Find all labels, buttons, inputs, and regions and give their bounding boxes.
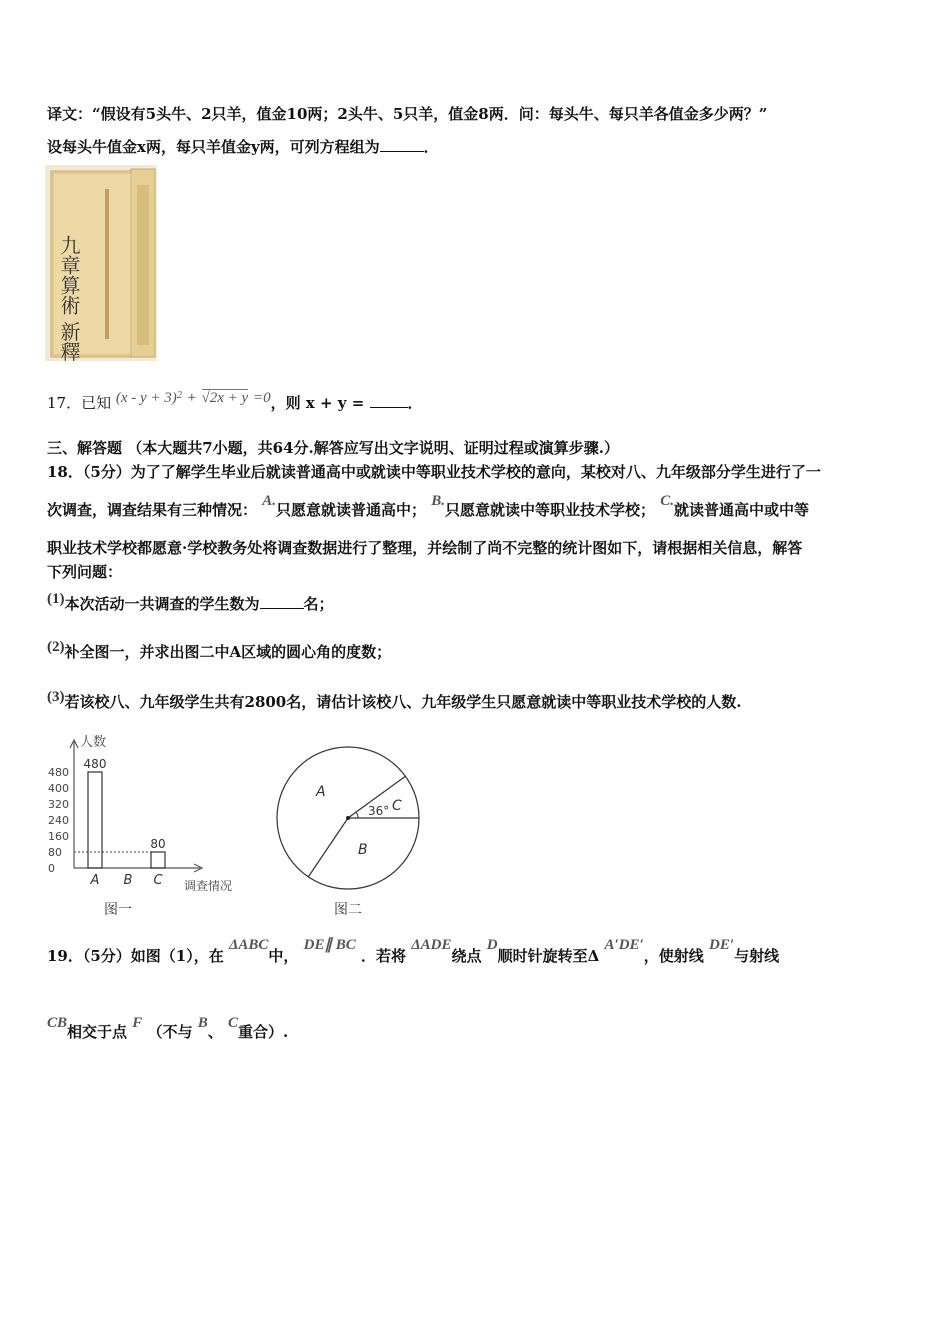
- q19-tri3: A′DE′: [604, 937, 644, 953]
- book-image: [45, 165, 157, 361]
- bar: [88, 772, 102, 868]
- q19-b: B: [197, 1015, 208, 1031]
- q18-opt-a: A.: [262, 493, 277, 509]
- category-label: C: [153, 873, 163, 888]
- setup-text-pre: 设每头牛值金x两，每只羊值金y两，可列方程组为: [47, 138, 380, 156]
- q18-line2-d: 就读普通高中或中等: [674, 501, 810, 519]
- q19-tri2: ΔADE: [411, 937, 452, 953]
- q18-p1-text: 本次活动一共调查的学生数为: [64, 595, 260, 613]
- y-tick-label: 240: [48, 814, 69, 827]
- q18-part3: [47, 689, 742, 713]
- q19-mid: 中，: [268, 947, 299, 965]
- q18-line1: 18．（5分）为了了解学生毕业后就读普通高中或就读中等职业技术学校的意向，某校对八、九年级部分学生进行了一: [47, 463, 821, 481]
- q18-p2-num: (2): [47, 639, 65, 655]
- y-tick-label: 160: [48, 830, 69, 843]
- q18-line2-c: 只愿意就读中等职业技术学校；: [445, 501, 656, 519]
- q19-line1: [47, 937, 780, 967]
- pie-center: [346, 816, 350, 820]
- q18-p3-num: (3): [47, 689, 65, 705]
- q19-cb: CB: [47, 1015, 68, 1031]
- translation-text: 译文：“假设有5头牛、2只羊，值金10两；2头牛、5只羊，值金8两．问：每头牛、每只羊各值金多少两？”: [47, 105, 768, 123]
- q19-t5: 与射线: [734, 947, 780, 965]
- question-17: [47, 390, 423, 414]
- chart-title: 图一: [104, 902, 132, 918]
- y-tick-label: 320: [48, 798, 69, 811]
- q18-p3-text: 若该校八、九年级学生共有2800名，请估计该校八、九年级学生只愿意就读中等职业技术学校的人数.: [64, 693, 742, 711]
- q19-l2-t4: 重合）.: [238, 1023, 289, 1041]
- q17-plus: +: [186, 390, 197, 406]
- y-tick-label: 480: [48, 766, 69, 779]
- q18-opt-c: C.: [660, 493, 675, 509]
- q18-opt-b: B.: [431, 493, 446, 509]
- q19-ray: DE′: [709, 937, 735, 953]
- q18-part1: [47, 591, 334, 615]
- q19-t4: ，使射线: [643, 947, 704, 965]
- q17-end: ．: [407, 394, 423, 412]
- q17-blank: [370, 393, 408, 408]
- q18-line2-b: 只愿意就读普通高中；: [276, 501, 427, 519]
- section-3-heading: 三、解答题 （本大题共7小题，共64分.解答应写出文字说明、证明过程或演算步骤.）: [47, 439, 619, 457]
- sector-label-b: B: [358, 842, 368, 858]
- q18-p1-num: (1): [47, 591, 65, 607]
- setup-text-post: ．: [423, 138, 439, 156]
- q19-l2-t3: 、: [207, 1023, 223, 1041]
- q17-exp: 2: [176, 390, 182, 401]
- q19-f: F: [132, 1015, 143, 1031]
- y-tick-label: 0: [48, 862, 55, 875]
- q19-num: 19．（5分）如图（1），在: [47, 947, 224, 965]
- data-label: 80: [150, 837, 166, 851]
- pie-chart: [268, 738, 428, 918]
- y-axis-label: 人数: [80, 735, 107, 750]
- angle-label: 36°: [368, 804, 390, 818]
- q17-eq: =0: [252, 390, 271, 406]
- q18-line2: [47, 493, 810, 521]
- q17-number: 17．已知: [47, 394, 112, 412]
- sector-label-a: A: [316, 784, 326, 800]
- data-label: 480: [83, 757, 107, 771]
- q19-pt: D: [486, 937, 498, 953]
- sector-label-c: C: [392, 798, 402, 814]
- q18-p1-blank: [260, 594, 304, 609]
- category-label: B: [123, 873, 133, 888]
- q17-expr-a: (x - y + 3): [115, 390, 177, 406]
- q19-tri: ΔABC: [228, 937, 269, 953]
- q19-t2: 绕点: [451, 947, 482, 965]
- y-tick-label: 80: [48, 846, 62, 859]
- bar-chart: [40, 730, 260, 920]
- q19-t1: ．若将: [361, 947, 407, 965]
- q19-line2: [47, 1015, 289, 1043]
- q18-line4: 下列问题：: [47, 563, 123, 581]
- pie-title: 图二: [334, 902, 362, 918]
- q19-c: C: [228, 1015, 239, 1031]
- q18-p2-text: 补全图一，并求出图二中A区域的圆心角的度数；: [64, 643, 392, 661]
- pie-divider-ab: [308, 818, 348, 877]
- q18-line2-a: 次调查，调查结果有三种情况：: [47, 501, 258, 519]
- q18-part2: [47, 639, 392, 663]
- bar: [151, 852, 165, 868]
- y-tick-label: 400: [48, 782, 69, 795]
- book-title: 九章算術 新釋: [57, 235, 81, 361]
- q19-delta: Δ: [587, 947, 600, 965]
- q19-l2-t1: 相交于点: [67, 1023, 128, 1041]
- q18-p1-end: 名；: [303, 595, 334, 613]
- angle-arc: [356, 812, 358, 818]
- q18-line3: 职业技术学校都愿意·学校教务处将调查数据进行了整理，并绘制了尚不完整的统计图如下，请根据相关信息，解答: [47, 539, 803, 557]
- x-axis-label: 调查情况: [184, 879, 233, 893]
- answer-blank: [380, 137, 424, 152]
- category-label: A: [90, 873, 100, 888]
- q17-sqrt: √2x + y: [201, 390, 249, 406]
- q19-t3: 顺时针旋转至: [497, 947, 588, 965]
- q17-then: ，则 x + y =: [270, 394, 370, 412]
- q19-par: DE∥ BC: [303, 937, 356, 953]
- setup-text: [47, 137, 439, 157]
- q19-l2-t2: （不与: [147, 1023, 193, 1041]
